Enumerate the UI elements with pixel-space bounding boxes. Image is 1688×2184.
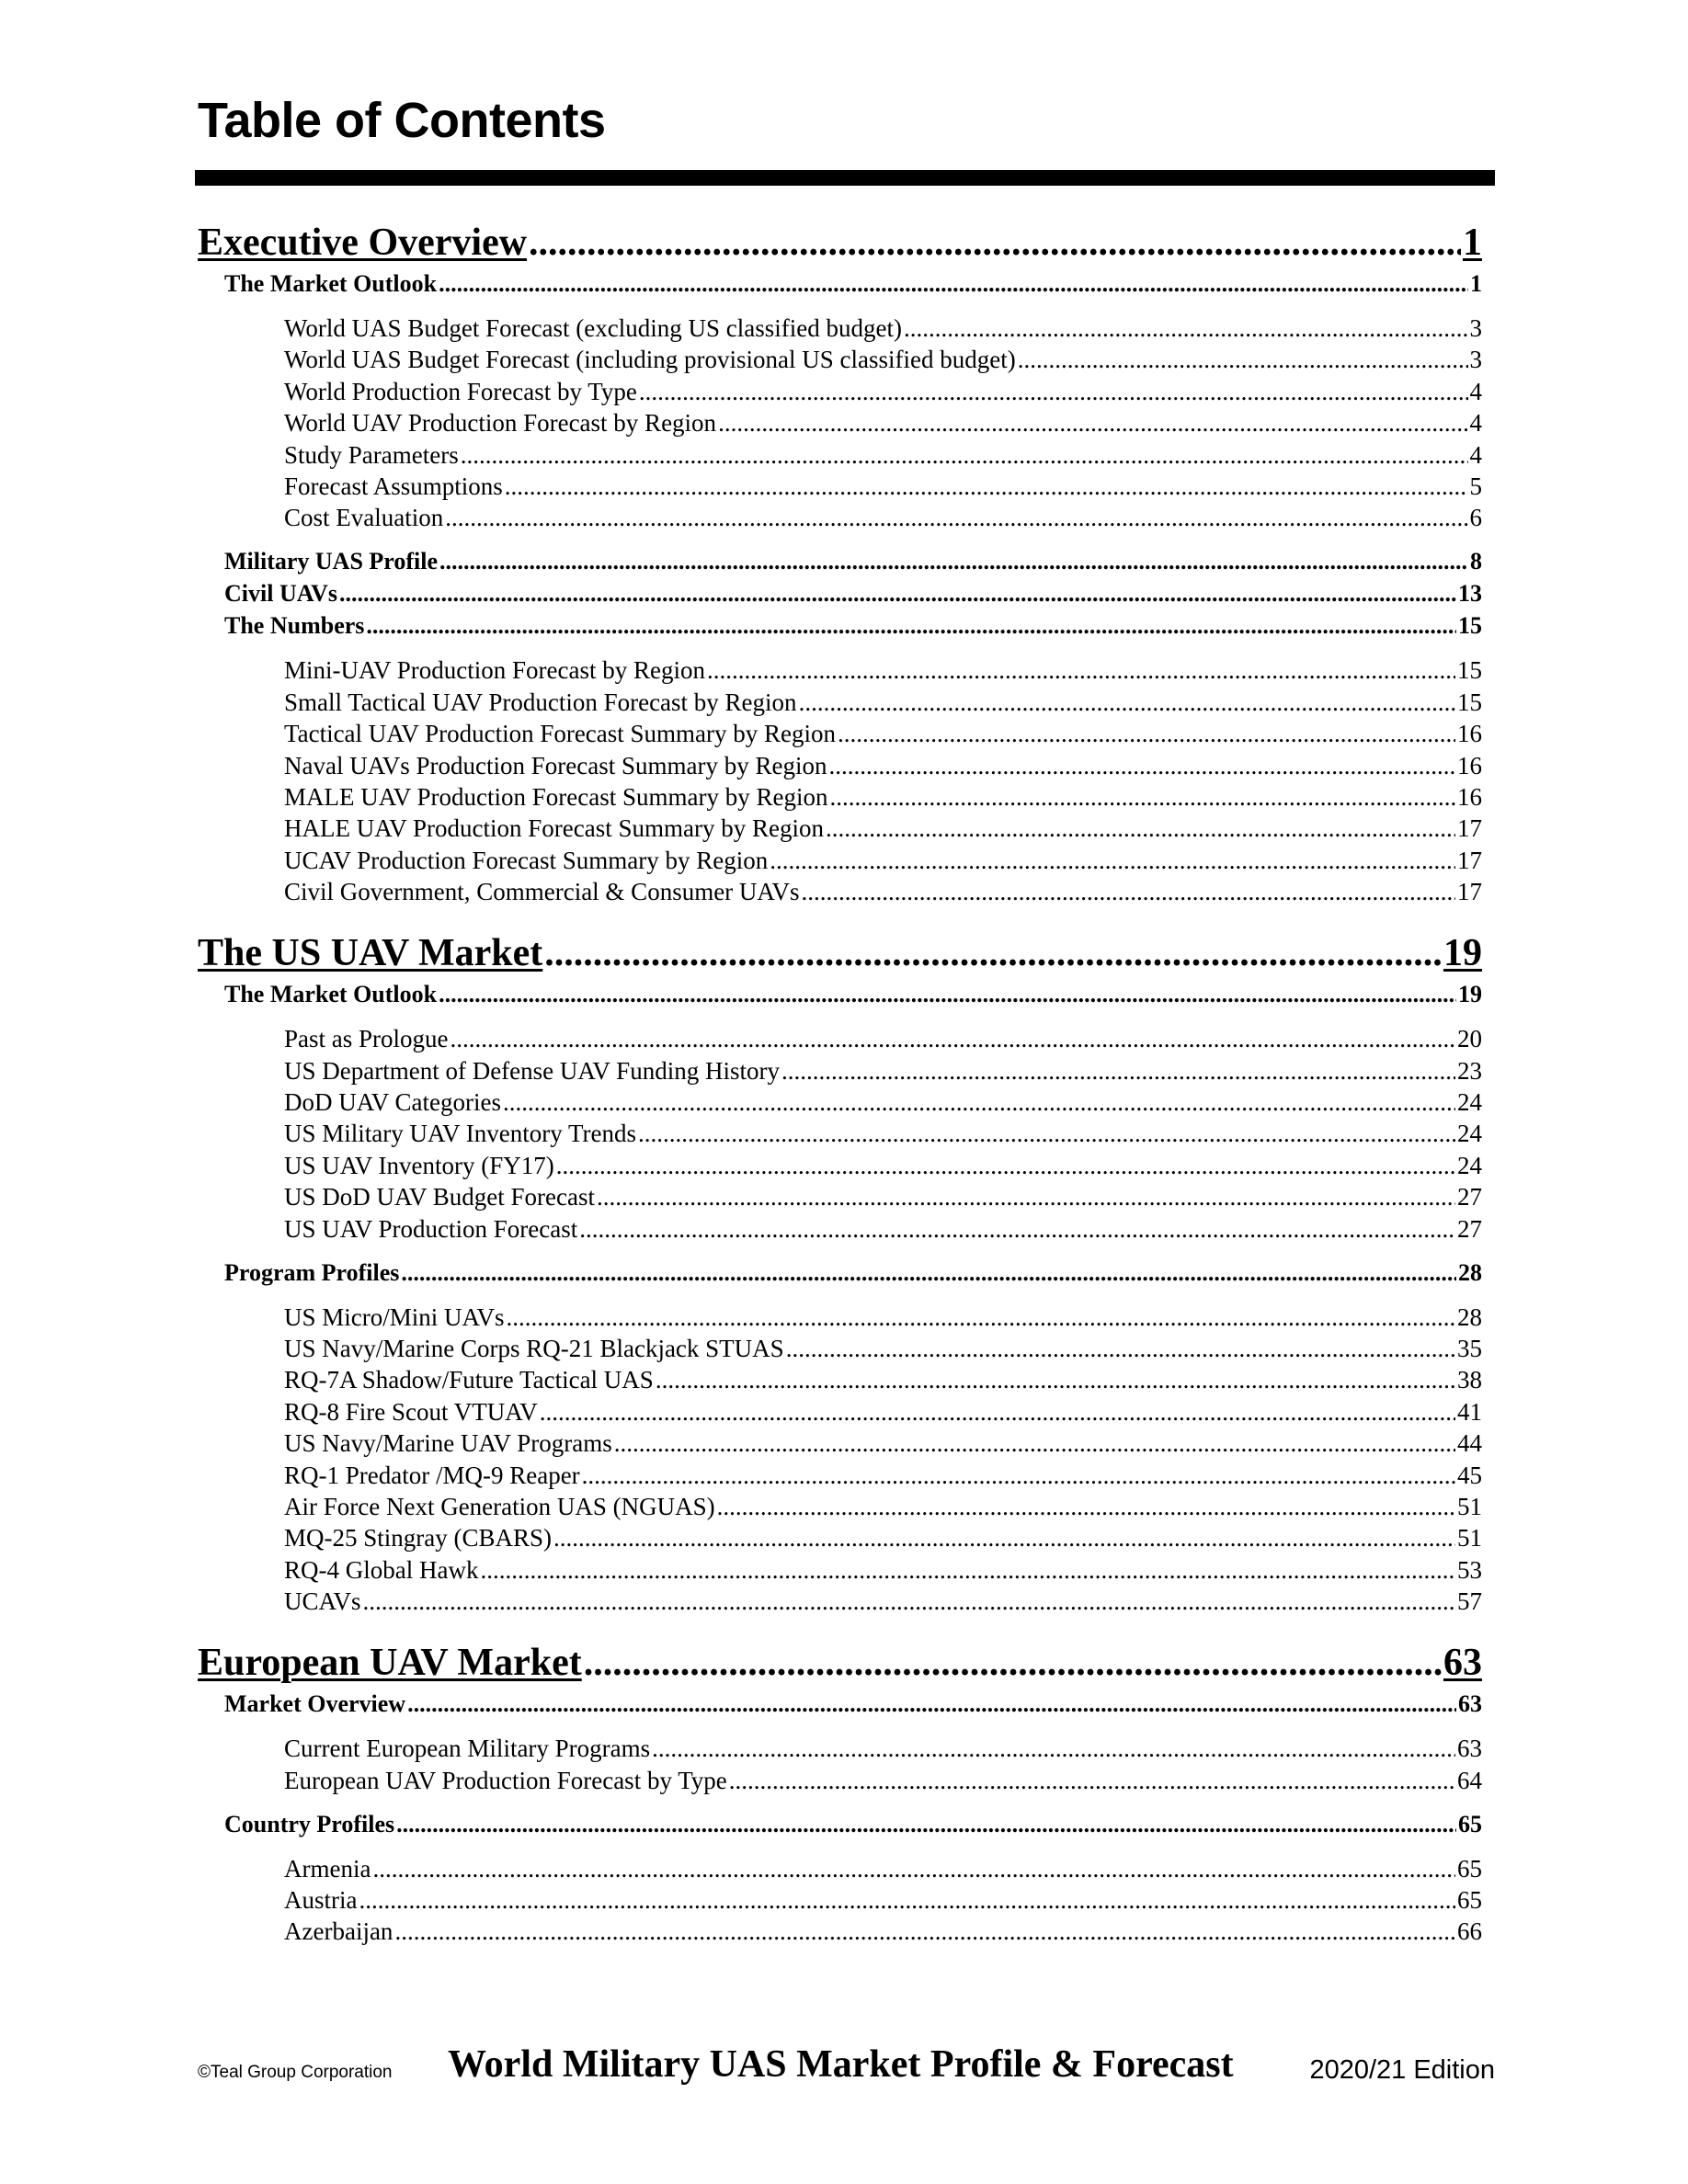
toc-entry-level-3[interactable]: [284, 1088, 1482, 1118]
toc-entry-page-number: 65: [1457, 1854, 1482, 1883]
toc-entry-page-number: 66: [1457, 1917, 1482, 1946]
toc-entry-page-number: 57: [1457, 1587, 1482, 1616]
toc-entry-page-number: 3: [1469, 314, 1482, 342]
dot-leader: [707, 656, 1455, 685]
toc-entry-title: Study Parameters: [284, 440, 459, 469]
toc-entry-page-number: 27: [1457, 1214, 1482, 1243]
toc-entry-page-number: 28: [1457, 1302, 1482, 1331]
toc-entry-title: US Navy/Marine Corps RQ-21 Blackjack STUAS: [284, 1335, 784, 1362]
toc-entry-title: Civil Government, Commercial & Consumer UAVs: [284, 878, 800, 906]
toc-entry-page-number: 63: [1458, 1690, 1482, 1718]
toc-entry-page-number: 5: [1469, 472, 1482, 500]
dot-leader: [597, 1183, 1455, 1211]
toc-entry-title: Mini-UAV Production Forecast by Region: [284, 656, 705, 685]
toc-entry-title: RQ-4 Global Hawk: [284, 1555, 479, 1584]
footer-report-title: World Military UAS Market Profile & Forecast: [448, 2043, 1234, 2086]
toc-entry-page-number: 63: [1443, 1642, 1482, 1684]
dot-leader: [439, 981, 1456, 1008]
toc-entry-title: US UAV Production Forecast: [284, 1214, 578, 1243]
toc-entry-level-3[interactable]: [284, 504, 1482, 533]
toc-entry-level-3[interactable]: [284, 783, 1482, 813]
dot-leader: [480, 1556, 1455, 1585]
toc-entry-level-3[interactable]: [284, 1855, 1482, 1884]
toc-entry-page-number: 16: [1457, 751, 1482, 779]
toc-entry-level-3[interactable]: [284, 1429, 1482, 1459]
dot-leader: [584, 1641, 1442, 1683]
toc-entry-level-3[interactable]: [284, 1398, 1482, 1428]
toc-entry-title: US Micro/Mini UAVs: [284, 1302, 505, 1331]
toc-entry-title: Armenia: [284, 1854, 371, 1883]
toc-entry-page-number: 19: [1458, 981, 1482, 1008]
toc-entry-page-number: 28: [1458, 1258, 1482, 1286]
dot-leader: [339, 580, 1456, 608]
toc-entry-title: Cost Evaluation: [284, 504, 444, 532]
toc-entry-page-number: 23: [1457, 1056, 1482, 1085]
toc-entry-title: World Production Forecast by Type: [284, 377, 637, 405]
dot-leader: [838, 720, 1455, 748]
toc-entry-level-3[interactable]: [284, 1303, 1482, 1333]
toc-entry-page-number: 8: [1470, 548, 1482, 575]
toc-entry-title: US Military UAV Inventory Trends: [284, 1120, 637, 1148]
dot-leader: [614, 1429, 1455, 1458]
dot-leader: [363, 1587, 1455, 1616]
toc-entry-title: US DoD UAV Budget Forecast: [284, 1183, 596, 1211]
toc-entry-level-3[interactable]: [284, 847, 1482, 876]
toc-entry-page-number: 45: [1457, 1461, 1482, 1489]
toc-entry-title: MALE UAV Production Forecast Summary by Region: [284, 783, 828, 811]
toc-entry-level-2[interactable]: [224, 548, 1482, 575]
toc-entry-page-number: 13: [1458, 580, 1482, 608]
toc-entry-title: UCAVs: [284, 1587, 361, 1616]
dot-leader: [770, 847, 1455, 875]
toc-entry-page-number: 6: [1469, 504, 1482, 532]
toc-entry-level-3[interactable]: [284, 409, 1482, 438]
toc-entry-level-3[interactable]: [284, 1767, 1482, 1796]
toc-entry-level-2[interactable]: [224, 1811, 1482, 1838]
dot-leader: [439, 548, 1468, 575]
toc-entry-level-3[interactable]: [284, 814, 1482, 844]
toc-entry-level-3[interactable]: [284, 1215, 1482, 1245]
dot-leader: [396, 1811, 1456, 1838]
dot-leader: [729, 1767, 1455, 1795]
toc-entry-level-2[interactable]: [224, 580, 1482, 608]
dot-leader: [439, 270, 1468, 298]
toc-entry-level-3[interactable]: [284, 314, 1482, 344]
toc-entry-level-1[interactable]: [198, 221, 1482, 263]
page-footer: [0, 2042, 1688, 2088]
toc-entry-page-number: 53: [1457, 1555, 1482, 1584]
toc-entry-title: Austria: [284, 1886, 358, 1914]
toc-entry-title: RQ-7A Shadow/Future Tactical UAS: [284, 1366, 654, 1394]
toc-entry-page-number: 51: [1457, 1524, 1482, 1553]
toc-entry-title: Executive Overview: [198, 222, 528, 263]
dot-leader: [638, 1120, 1455, 1148]
toc-entry-title: UCAV Production Forecast Summary by Region: [284, 846, 769, 874]
dot-leader: [799, 688, 1455, 717]
toc-entry-level-3[interactable]: [284, 1917, 1482, 1947]
toc-entry-title: Naval UAVs Production Forecast Summary by Region: [284, 751, 827, 779]
dot-leader: [582, 1462, 1455, 1490]
toc-entry-level-3[interactable]: [284, 1735, 1482, 1764]
dot-leader: [445, 504, 1467, 532]
toc-entry-page-number: 4: [1469, 377, 1482, 405]
dot-leader: [507, 1303, 1455, 1332]
toc-entry-page-number: 24: [1457, 1151, 1482, 1179]
toc-entry-title: Market Overview: [224, 1690, 406, 1718]
toc-entry-level-3[interactable]: [284, 688, 1482, 718]
toc-entry-level-3[interactable]: [284, 1025, 1482, 1054]
toc-entry-level-3[interactable]: [284, 1152, 1482, 1181]
toc-entry-title: Azerbaijan: [284, 1917, 393, 1946]
toc-entry-page-number: 3: [1469, 346, 1482, 374]
toc-entry-level-3[interactable]: [284, 1335, 1482, 1364]
toc-entry-level-2[interactable]: [224, 1259, 1482, 1287]
dot-leader: [1018, 346, 1468, 374]
toc-entry-title: MQ-25 Stingray (CBARS): [284, 1524, 553, 1553]
dot-leader: [826, 814, 1455, 843]
toc-entry-level-3[interactable]: [284, 346, 1482, 375]
dot-leader: [503, 1088, 1455, 1117]
toc-entry-title: DoD UAV Categories: [284, 1088, 501, 1116]
toc-entry-level-3[interactable]: [284, 1587, 1482, 1617]
toc-entry-page-number: 20: [1457, 1025, 1482, 1053]
toc-entry-page-number: 51: [1457, 1493, 1482, 1520]
dot-leader: [359, 1886, 1455, 1915]
toc-entry-level-2[interactable]: [224, 1690, 1482, 1718]
toc-entry-page-number: 35: [1457, 1335, 1482, 1362]
toc-entry-page-number: 4: [1469, 409, 1482, 438]
toc-entry-level-2[interactable]: [224, 270, 1482, 298]
dot-leader: [904, 314, 1468, 343]
toc-entry-title: Country Profiles: [224, 1810, 395, 1837]
toc-entry-page-number: 65: [1458, 1810, 1482, 1837]
dot-leader: [553, 1524, 1455, 1553]
toc-entry-title: World UAS Budget Forecast (excluding US classified budget): [284, 314, 902, 342]
toc-entry-level-3[interactable]: [284, 1524, 1482, 1553]
dot-leader: [652, 1735, 1455, 1763]
dot-leader: [529, 221, 1461, 263]
toc-entry-page-number: 17: [1457, 814, 1482, 843]
toc-entry-page-number: 65: [1457, 1886, 1482, 1914]
toc-entry-title: Air Force Next Generation UAS (NGUAS): [284, 1493, 715, 1520]
toc-entry-title: RQ-8 Fire Scout VTUAV: [284, 1397, 538, 1426]
dot-leader: [451, 1025, 1456, 1053]
dot-leader: [401, 1259, 1456, 1287]
dot-leader: [394, 1917, 1455, 1946]
toc-entry-page-number: 19: [1443, 932, 1482, 974]
toc-entry-title: World UAV Production Forecast by Region: [284, 409, 717, 438]
dot-leader: [544, 931, 1442, 973]
dot-leader: [801, 878, 1455, 906]
toc-entry-title: The US UAV Market: [198, 932, 543, 974]
toc-entry-title: Tactical UAV Production Forecast Summary by Region: [284, 720, 837, 748]
dot-leader: [656, 1366, 1455, 1394]
toc-entry-page-number: 44: [1457, 1429, 1482, 1458]
toc-entry-title: Past as Prologue: [284, 1025, 449, 1053]
toc-entry-level-1[interactable]: [198, 1641, 1482, 1683]
toc-entry-page-number: 1: [1470, 270, 1482, 297]
toc-entry-level-3[interactable]: [284, 1366, 1482, 1395]
toc-entry-title: The Market Outlook: [224, 981, 438, 1008]
dot-leader: [829, 783, 1455, 812]
dot-leader: [556, 1152, 1455, 1180]
toc-entry-title: HALE UAV Production Forecast Summary by Region: [284, 814, 824, 843]
toc-entry-level-3[interactable]: [284, 1556, 1482, 1586]
toc-entry-level-3[interactable]: [284, 1493, 1482, 1522]
dot-leader: [461, 441, 1468, 470]
dot-leader: [540, 1398, 1455, 1427]
dot-leader: [372, 1855, 1455, 1883]
toc-entry-title: US UAV Inventory (FY17): [284, 1151, 554, 1179]
toc-entry-level-3[interactable]: [284, 1886, 1482, 1916]
toc-entry-page-number: 17: [1457, 846, 1482, 874]
toc-entry-title: RQ-1 Predator /MQ-9 Reaper: [284, 1461, 580, 1489]
toc-entry-title: Current European Military Programs: [284, 1735, 651, 1763]
toc-entry-page-number: 16: [1457, 720, 1482, 748]
dot-leader: [579, 1215, 1455, 1244]
page-title: Table of Contents: [198, 93, 606, 148]
toc-entry-title: Forecast Assumptions: [284, 472, 503, 500]
toc-entry-level-3[interactable]: [284, 1057, 1482, 1086]
toc-entry-page-number: 24: [1457, 1088, 1482, 1116]
dot-leader: [828, 752, 1455, 780]
toc-entry-page-number: 64: [1457, 1766, 1482, 1794]
toc-entry-level-3[interactable]: [284, 720, 1482, 749]
toc-entry-title: The Market Outlook: [224, 270, 438, 297]
dot-leader: [505, 472, 1468, 501]
footer-edition: 2020/21 Edition: [1309, 2055, 1495, 2085]
footer-copyright: ©Teal Group Corporation: [198, 2063, 393, 2082]
toc-entry-level-3[interactable]: [284, 878, 1482, 907]
toc-entry-page-number: 15: [1457, 688, 1482, 716]
dot-leader: [366, 612, 1456, 640]
toc-entry-level-2[interactable]: [224, 981, 1482, 1008]
toc-entry-page-number: 41: [1457, 1397, 1482, 1426]
toc-entry-level-3[interactable]: [284, 1183, 1482, 1212]
toc-entry-title: Civil UAVs: [224, 580, 338, 608]
toc-entry-page-number: 15: [1457, 656, 1482, 685]
toc-entry-title: World UAS Budget Forecast (including provisional US classified budget): [284, 346, 1016, 374]
toc-entry-level-3[interactable]: [284, 752, 1482, 781]
toc-entry-page-number: 27: [1457, 1183, 1482, 1211]
toc-entry-title: US Navy/Marine UAV Programs: [284, 1429, 612, 1458]
toc-entry-level-3[interactable]: [284, 378, 1482, 407]
toc-entry-page-number: 4: [1469, 440, 1482, 469]
dot-leader: [639, 378, 1468, 406]
dot-leader: [407, 1690, 1456, 1718]
toc-entry-level-1[interactable]: [198, 931, 1482, 973]
dot-leader: [786, 1335, 1455, 1363]
dot-leader: [717, 1493, 1455, 1521]
toc-entry-page-number: 16: [1457, 783, 1482, 811]
toc-entry-title: European UAV Production Forecast by Type: [284, 1766, 727, 1794]
toc-entry-level-3[interactable]: [284, 656, 1482, 686]
toc-entry-page-number: 63: [1457, 1735, 1482, 1763]
toc-entry-level-3[interactable]: [284, 1120, 1482, 1149]
toc-entry-level-3[interactable]: [284, 1462, 1482, 1491]
toc-entry-title: The Numbers: [224, 612, 365, 640]
title-rule: [195, 170, 1495, 186]
toc-entry-title: Small Tactical UAV Production Forecast by Region: [284, 688, 797, 716]
toc-entry-title: Program Profiles: [224, 1258, 400, 1286]
toc-entry-page-number: 24: [1457, 1120, 1482, 1148]
toc-entry-page-number: 1: [1463, 222, 1482, 263]
toc-entry-level-3[interactable]: [284, 441, 1482, 471]
toc-entry-page-number: 15: [1458, 612, 1482, 640]
toc-entry-title: European UAV Market: [198, 1642, 582, 1684]
toc-entry-page-number: 38: [1457, 1366, 1482, 1394]
toc-entry-level-2[interactable]: [224, 612, 1482, 640]
toc-entry-title: US Department of Defense UAV Funding History: [284, 1056, 780, 1085]
toc-entry-level-3[interactable]: [284, 472, 1482, 502]
toc-entry-title: Military UAS Profile: [224, 548, 439, 575]
dot-leader: [781, 1057, 1455, 1086]
dot-leader: [718, 409, 1467, 438]
toc-entry-page-number: 17: [1457, 878, 1482, 906]
